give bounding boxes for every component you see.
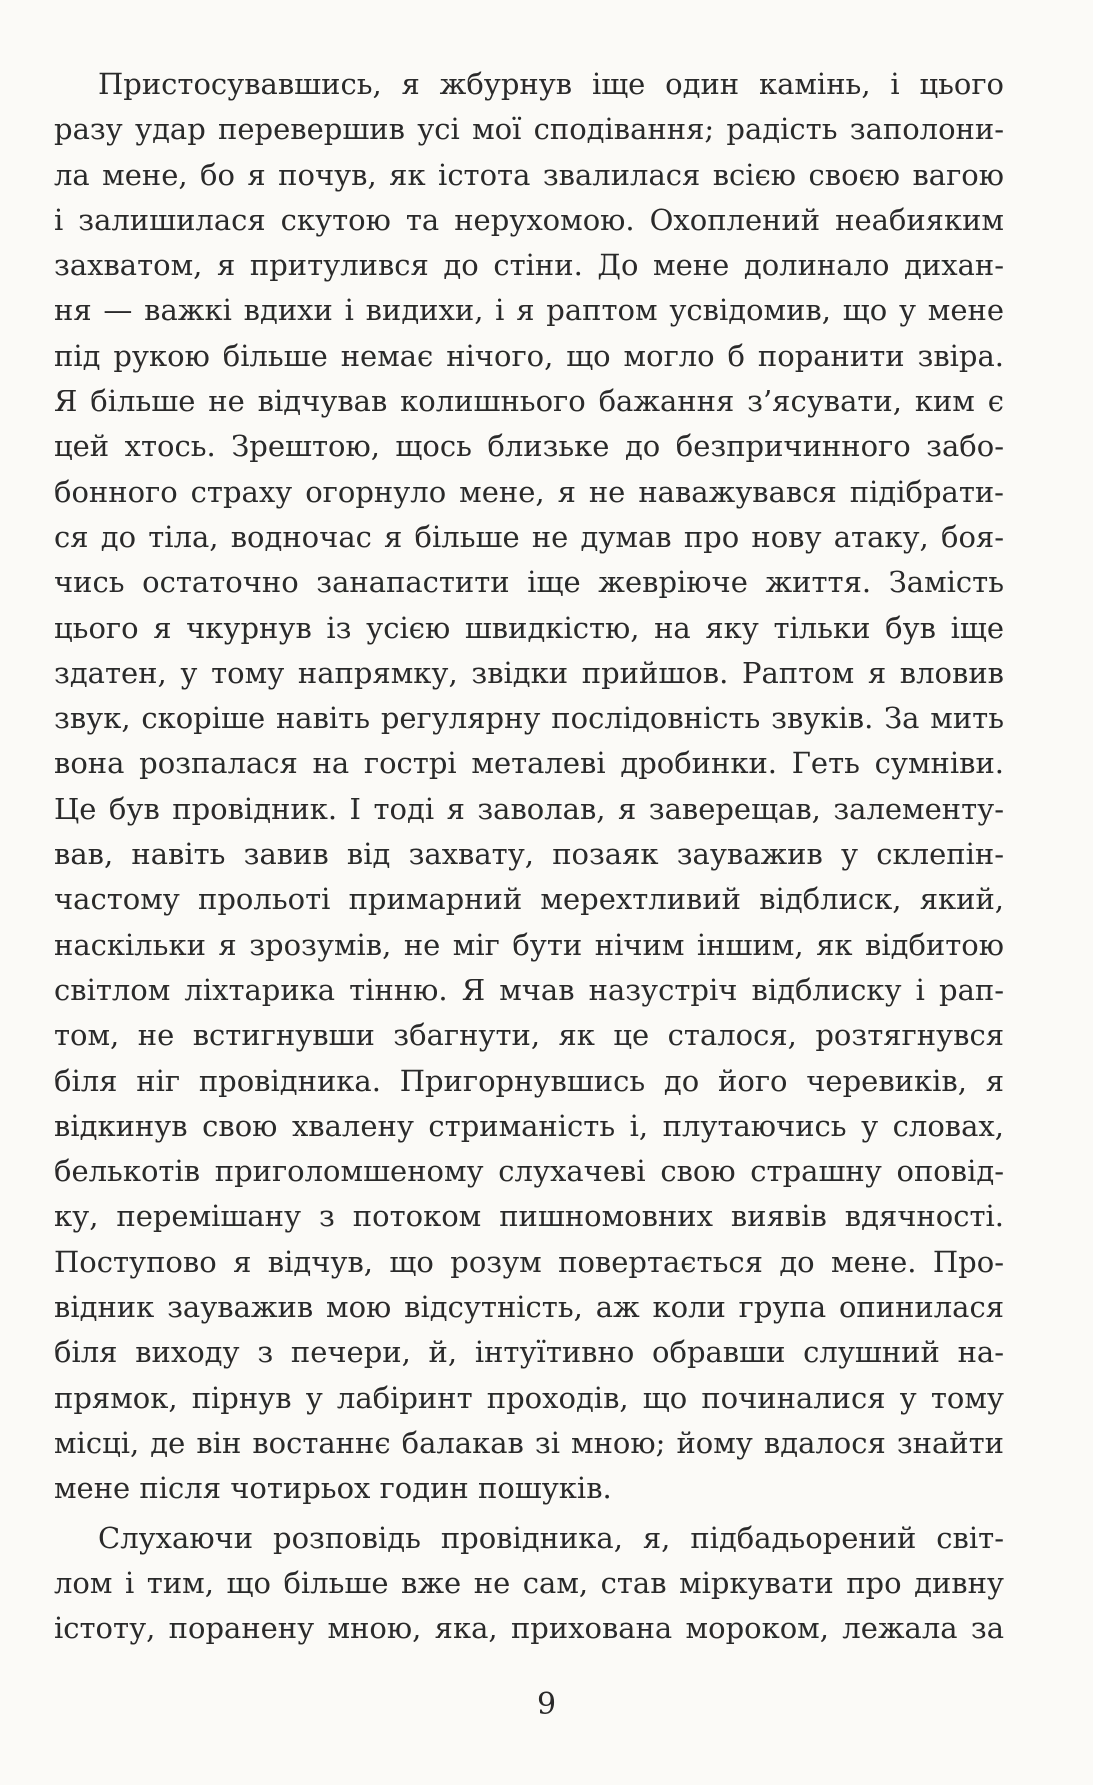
text-line: цей хтось. Зрештою, щось близьке до безпричинного забо- [54, 429, 1004, 464]
text-line: здатен, у тому напрямку, звідки прийшов. Раптом я вловив [54, 655, 1004, 690]
text-line: під рукою більше немає нічого, що могло б поранити звіра. [54, 338, 1004, 373]
text-line: Пристосувавшись, я жбурнув іще один камінь, і цього [98, 67, 1004, 101]
text-line: ла мене, бо я почув, як істота звалилася всією своєю вагою [54, 157, 1004, 192]
text-line: ся до тіла, водночас я більше не думав про нову атаку, боя- [54, 519, 1004, 554]
text-line: вона розпалася на гострі металеві дробинки. Геть сумніви. [54, 746, 1004, 781]
text-line: ня — важкі вдихи і видихи, і я раптом усвідомив, що у мене [54, 293, 1004, 328]
text-line: частому прольоті примарний мерехтливий відблиск, який, [54, 882, 1004, 917]
text-line: прямок, пірнув у лабіринт проходів, що починалися у тому [54, 1380, 1004, 1415]
book-page-body [54, 62, 1004, 1651]
text-line: Я більше не відчував колишнього бажання з’ясувати, ким є [54, 384, 1004, 419]
text-line: Поступово я відчув, що розум повертається до мене. Про- [54, 1244, 1004, 1279]
text-line: звук, скоріше навіть регулярну послідовність звуків. За мить [54, 701, 1004, 736]
text-line: ку, перемішану з потоком пишномовних виявів вдячності. [54, 1199, 1004, 1234]
text-line: Слухаючи розповідь провідника, я, підбадьорений світ- [98, 1520, 1004, 1555]
page-number: 9 [536, 1687, 557, 1722]
text-line: світлом ліхтарика тінню. Я мчав назустріч відблиску і рап- [54, 972, 1004, 1007]
text-line: захватом, я притулився до стіни. До мене долинало дихан- [54, 248, 1004, 283]
text-line: істоту, поранену мною, яка, прихована мороком, лежала за [54, 1611, 1004, 1646]
text-line: бонного страху огорнуло мене, я не наважувався підібрати- [54, 474, 1004, 509]
text-line: місці, де він востаннє балакав зі мною; йому вдалося знайти [54, 1425, 1004, 1460]
text-line: чись остаточно занапастити іще жевріюче життя. Замість [54, 565, 1004, 600]
text-line: лом і тим, що більше вже не сам, став міркувати про дивну [54, 1565, 1004, 1600]
text-line: цього я чкурнув із усією швидкістю, на яку тільки був іще [54, 610, 1004, 645]
text-line: Це був провідник. І тоді я заволав, я заверещав, залементу- [54, 791, 1004, 826]
text-line: белькотів приголомшеному слухачеві свою страшну оповід- [54, 1154, 1004, 1189]
text-line: том, не встигнувши збагнути, як це сталося, розтягнувся [54, 1018, 1004, 1053]
text-line: біля виходу з печери, й, інтуїтивно обравши слушний на- [54, 1335, 1004, 1370]
text-line: мене після чотирьох годин пошуків. [54, 1471, 612, 1506]
paragraph-1 [54, 62, 1004, 1512]
text-line: наскільки я зрозумів, не міг бути нічим іншим, як відбитою [54, 927, 1004, 962]
paragraph-2 [54, 1516, 1004, 1652]
text-line: вав, навіть завив від захвату, позаяк зауважив у склепін- [54, 837, 1004, 872]
text-line: відкинув свою хвалену стриманість і, плутаючись у словах, [54, 1108, 1004, 1143]
text-line: разу удар перевершив усі мої сподівання; радість заполони- [54, 112, 1004, 147]
text-line: біля ніг провідника. Пригорнувшись до його черевиків, я [54, 1063, 1004, 1098]
text-line: і залишилася скутою та нерухомою. Охоплений неабияким [54, 202, 1004, 237]
text-line: відник зауважив мою відсутність, аж коли група опинилася [54, 1290, 1004, 1325]
